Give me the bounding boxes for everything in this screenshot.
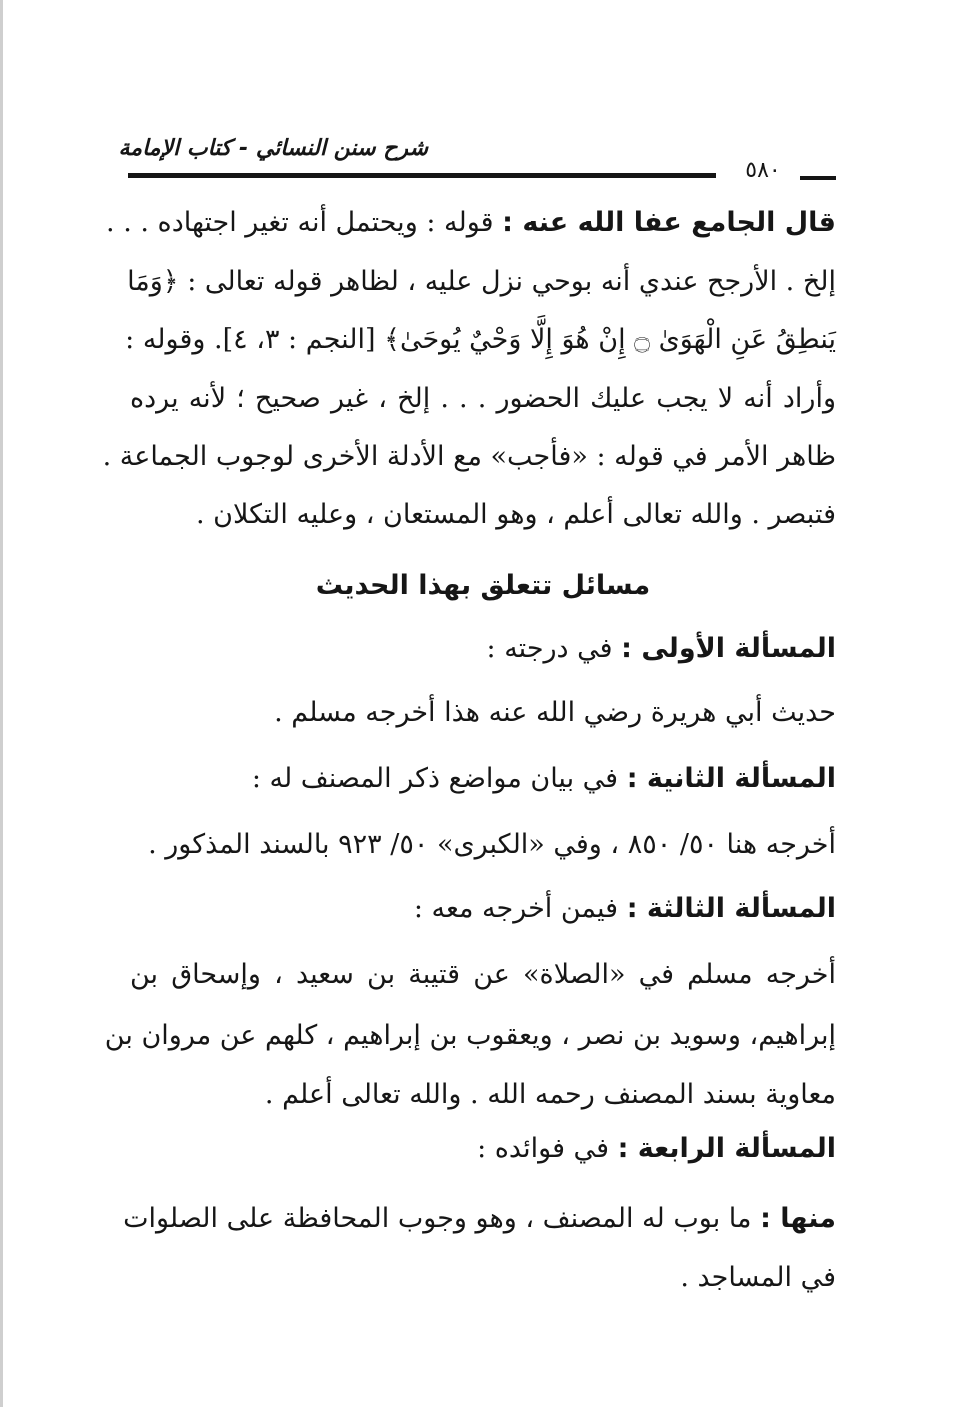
page-number: ٥٨٠ [745,158,781,183]
issue-1-body: حديث أبي هريرة رضي الله عنه هذا أخرجه مسلم . [274,697,836,728]
issue-3-topic: فيمن أخرجه معه : [413,893,619,924]
benefit-line-1 [123,1192,836,1246]
intro-line-5: ظاهر الأمر في قوله : «فأجب» مع الأدلة الأخرى لوجوب الجماعة . [102,441,836,472]
issue-3-label: المسألة الثالثة : [626,893,836,924]
issue-3-body-line-2: إبراهيم، وسويد بن نصر ، ويعقوب بن إبراهيم ، كلهم عن مروان بن [104,1020,836,1051]
intro-line-3: يَنطِقُ عَنِ الْهَوَىٰ ۝ إِنْ هُوَ إِلَّا وَحْيٌ يُوحَىٰ﴾ [النجم : ٣، ٤]. وقوله : [125,324,836,355]
issue-4-heading [130,1122,836,1176]
intro-line-2: إلخ . الأرجح عندي أنه بوحي نزل عليه ، لظاهر قوله تعالى : ﴿وَمَا [127,266,836,297]
issue-4-label: المسألة الرابعة : [617,1133,836,1164]
page-header [0,0,977,200]
intro-line-4: وأراد أنه لا يجب عليك الحضور . . . إلخ ، غير صحيح ؛ لأنه يرده [130,383,836,414]
issue-4-topic: في فوائده : [477,1133,609,1164]
issue-1-topic: في درجته : [486,633,613,664]
issue-2-topic: في بيان مواضع ذكر المصنف له : [251,763,619,794]
header-rule-short [800,176,836,180]
intro-line-text: قوله : ويحتمل أنه تغير اجتهاده . . . [106,207,494,238]
issue-3-heading [130,882,836,936]
benefit-label: منها : [760,1203,836,1234]
header-rule [128,173,716,178]
benefit-line-2: في المساجد . [680,1262,836,1293]
intro-line-1 [106,196,836,250]
issue-2-heading [130,752,836,806]
issue-1-label: المسألة الأولى : [621,633,836,664]
intro-line-6: فتبصر . والله تعالى أعلم ، وهو المستعان ، وعليه التكلان . [195,499,836,530]
speaker-label: قال الجامع عفا الله عنه : [502,207,836,238]
issue-2-body: أخرجه هنا ٥٠/ ٨٥٠ ، وفي «الكبرى» ٥٠/ ٩٢٣ بالسند المذكور . [148,829,836,860]
issue-1-heading [130,622,836,676]
issue-2-label: المسألة الثانية : [626,763,836,794]
benefit-text: ما بوب له المصنف ، وهو وجوب المحافظة على الصلوات [123,1203,752,1234]
section-heading: مسائل تتعلق بهذا الحديث [315,570,651,601]
issue-3-body-line-1: أخرجه مسلم في «الصلاة» عن قتيبة بن سعيد ، وإسحاق بن [130,959,836,990]
running-title: شرح سنن النسائي - كتاب الإمامة [118,136,428,161]
scan-edge [0,0,3,1407]
issue-3-body-line-3: معاوية بسند المصنف رحمه الله . والله تعالى أعلم . [264,1079,836,1110]
